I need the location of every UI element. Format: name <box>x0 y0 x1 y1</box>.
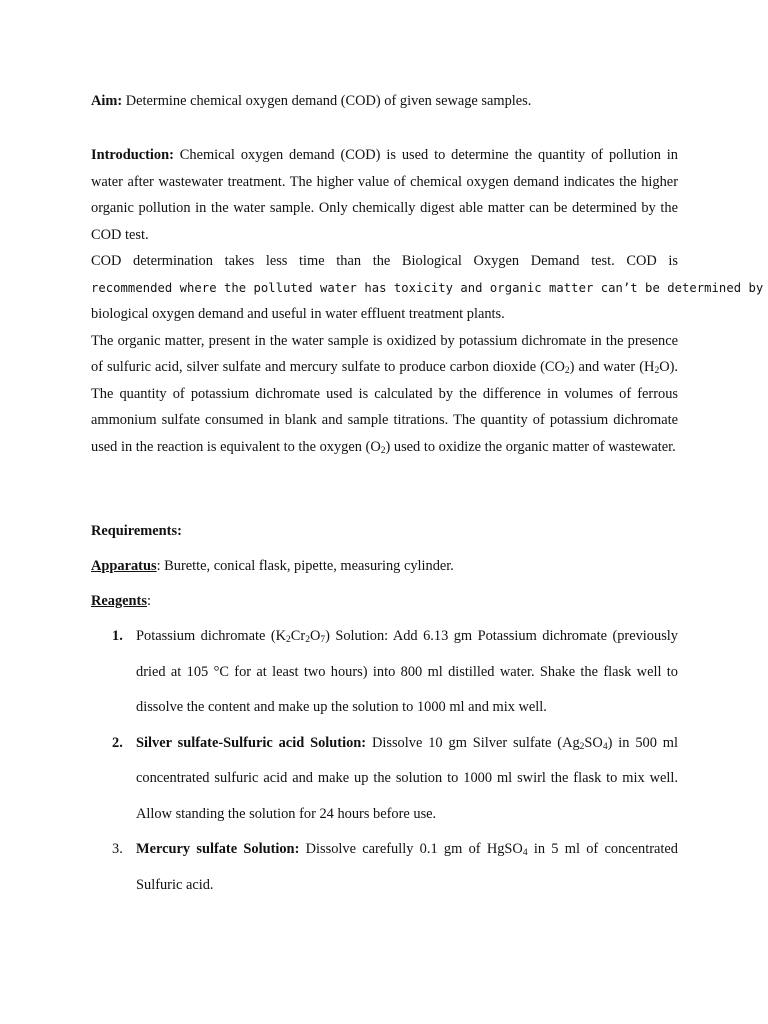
h2o-subscript: 2 <box>654 366 660 376</box>
intro-paragraph-1 <box>91 142 678 248</box>
intro-p3-part-a: The organic matter, present in the water sample is oxidized by potassium dichromate in the presence of sulfuric acid, silver sulfate and mercury sulfate to produce carbon dioxide (CO <box>91 332 678 375</box>
apparatus-text: : Burette, conical flask, pipette, measuring cylinder. <box>156 558 454 574</box>
reagent-1-text-a: Potassium dichromate (K <box>136 628 287 644</box>
requirements-heading-text: Requirements: <box>91 523 182 539</box>
reagents-list <box>91 619 678 903</box>
intro-paragraph-2 <box>91 248 764 328</box>
intro-label: Introduction: <box>91 147 174 163</box>
list-number: 1. <box>112 628 123 644</box>
reagent-1-sub-2: 2 <box>305 635 310 645</box>
reagent-2-sub-2: 4 <box>602 741 608 752</box>
reagent-1-text-c: O <box>309 628 321 644</box>
intro-p3-part-d: ) used to oxidize the organic matter of wastewater. <box>385 438 676 455</box>
intro-p1-text: Chemical oxygen demand (COD) is used to determine the quantity of pollution in water after wastewater treatment. The higher value of chemical oxygen demand indicates the higher organic pollution in the water sample. Only chemically digest able matter can be determined by the COD test. <box>91 147 678 243</box>
reagent-1-sub-3: 7 <box>320 635 326 645</box>
apparatus-label: Apparatus <box>91 558 157 574</box>
reagent-3-sub-1: 4 <box>522 848 528 858</box>
reagent-3-title: Mercury sulfate Solution: <box>136 841 300 857</box>
reagent-1-sub-1: 2 <box>286 635 291 645</box>
intro-p2-line1: COD determination takes less time than the Biological Oxygen Demand test. COD is <box>91 253 678 269</box>
reagent-2-text-c: ) in 500 ml concentrated sulfuric acid and make up the solution to 1000 ml swirl the flask to mix well. Allow standing the solution for 24 hours before use. <box>136 734 679 822</box>
reagent-3-text-a: Dissolve carefully 0.1 gm of HgSO <box>299 841 523 857</box>
intro-p3-part-b: ) and water (H <box>569 359 655 375</box>
aim-label: Aim: <box>91 93 123 109</box>
intro-paragraph-3 <box>91 328 678 461</box>
apparatus-line <box>91 553 678 579</box>
list-item <box>91 832 678 903</box>
reagent-2-text-a: Dissolve 10 gm Silver sulfate (Ag <box>366 734 580 751</box>
list-item <box>91 619 678 726</box>
intro-p2-line3: biological oxygen demand and useful in water effluent treatment plants. <box>91 306 505 322</box>
intro-p2-line2: recommended where the polluted water has toxicity and organic matter can’t be determined by <box>91 280 764 295</box>
intro-p3-part-c: O). The quantity of potassium dichromate used is calculated by the difference in volumes of ferrous ammonium sulfate consumed in blank and sample titrations. The quantity of potassium dichromate used in the reaction is equivalent to the oxygen (O <box>91 359 678 455</box>
reagents-colon: : <box>146 593 151 609</box>
reagents-label: Reagents <box>91 593 147 609</box>
co2-subscript: 2 <box>564 366 570 376</box>
list-number: 3. <box>112 841 123 857</box>
reagent-3-text-b: in 5 ml of concentrated Sulfuric acid. <box>136 841 678 893</box>
list-item <box>91 726 678 833</box>
reagent-1-text-b: Cr <box>290 628 306 644</box>
requirements-heading <box>91 518 678 544</box>
introduction-section <box>91 142 764 460</box>
reagent-2-title: Silver sulfate-Sulfuric acid Solution: <box>136 734 367 751</box>
reagent-1-text-d: ) Solution: Add 6.13 gm Potassium dichromate (previously dried at 105 °C for at least two hours) into 800 ml distilled water. Shake the flask well to dissolve the content and make up the solution to 1000 ml and mix well. <box>136 628 678 715</box>
aim-line <box>91 88 678 114</box>
reagent-2-text-b: SO <box>584 734 603 751</box>
reagent-2-sub-1: 2 <box>579 741 585 752</box>
o2-subscript: 2 <box>380 445 386 456</box>
aim-text: Determine chemical oxygen demand (COD) of given sewage samples. <box>122 93 532 109</box>
list-number: 2. <box>112 734 123 751</box>
reagents-heading <box>91 588 678 614</box>
